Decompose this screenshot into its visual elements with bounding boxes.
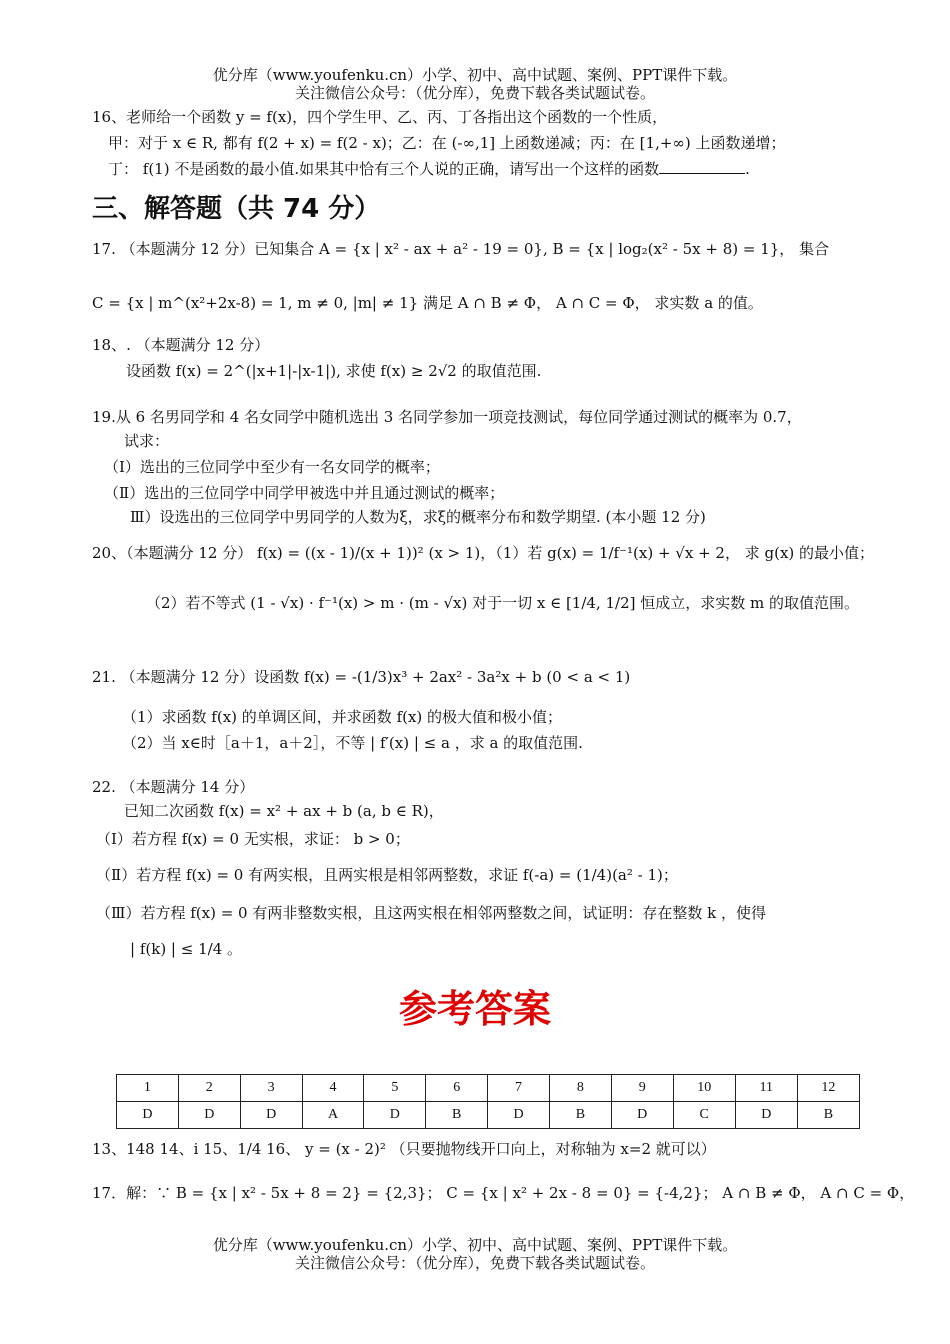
- q18-line-2: 设函数 f(x) = 2^(|x+1|-|x-1|), 求使 f(x) ≥ 2√2 的取值范围.: [126, 362, 542, 380]
- answer-number: 5: [364, 1075, 426, 1102]
- q20-line-2: （2）若不等式 (1 - √x) · f⁻¹(x) > m · (m - √x) 对于一切 x ∈ [1/4, 1/2] 恒成立，求实数 m 的取值范围。: [146, 594, 860, 612]
- q22-line-6: | f(k) | ≤ 1/4 。: [130, 940, 243, 958]
- q20-line-1: 20、（本题满分 12 分） f(x) = ((x - 1)/(x + 1))² (x > 1)，（1）若 g(x) = 1/f⁻¹(x) + √x + 2， 求 g(x) 的最小值；: [92, 544, 875, 562]
- q22-line-1: 22. （本题满分 14 分）: [92, 778, 255, 796]
- answer-number: 12: [797, 1075, 859, 1102]
- q18-line-1: 18、. （本题满分 12 分）: [92, 336, 270, 354]
- q16-line-2: 甲：对于 x ∈ R, 都有 f(2 + x) = f(2 - x)；乙：在 (-∞,1] 上函数递减；丙：在 [1,+∞) 上函数递增；: [108, 134, 786, 152]
- q21-line-3: （2）当 x∈时［a＋1，a＋2］，不等 | f′(x) | ≤ a ，求 a 的取值范围.: [122, 734, 583, 752]
- answer-choice: C: [673, 1102, 735, 1129]
- answer-choice: B: [426, 1102, 488, 1129]
- q16-line-3-end: .: [745, 160, 750, 178]
- answer-title: 参考答案: [398, 987, 551, 1031]
- answer-table-number-row: [117, 1075, 860, 1102]
- answer-choice: A: [302, 1102, 364, 1129]
- answer-number: 3: [240, 1075, 302, 1102]
- q16-line-3-text: 丁： f(1) 不是函数的最小值.如果其中恰有三个人说的正确，请写出一个这样的函数: [108, 160, 660, 178]
- q22-line-2: 已知二次函数 f(x) = x² + ax + b (a, b ∈ R)，: [124, 802, 444, 820]
- answer-choice: B: [797, 1102, 859, 1129]
- q17-line-1: 17. （本题满分 12 分）已知集合 A = {x | x² - ax + a² - 19 = 0}, B = {x | log₂(x² - 5x + 8) = 1}， 集合: [92, 240, 830, 258]
- answer-choice: D: [364, 1102, 426, 1129]
- answer-number: 6: [426, 1075, 488, 1102]
- footer-line-1: 优分库（www.youfenku.cn）小学、初中、高中试题、案例、PPT课件下载。: [212, 1236, 738, 1254]
- answer-number: 9: [611, 1075, 673, 1102]
- answer-choice: D: [488, 1102, 550, 1129]
- fill-answers: 13、148 14、i 15、1/4 16、 y = (x - 2)² （只要抛物线开口向上，对称轴为 x=2 就可以）: [92, 1140, 716, 1158]
- footer-line-2: 关注微信公众号：（优分库），免费下载各类试题试卷。: [294, 1254, 655, 1272]
- q16-line-3: [108, 158, 750, 180]
- answer-choice: D: [178, 1102, 240, 1129]
- q19-line-3: （Ⅰ）选出的三位同学中至少有一名女同学的概率；: [104, 458, 440, 476]
- q21-line-2: （1）求函数 f(x) 的单调区间，并求函数 f(x) 的极大值和极小值；: [122, 708, 563, 726]
- q16-line-1: 16、老师给一个函数 y = f(x)，四个学生甲、乙、丙、丁各指出这个函数的一个性质，: [92, 108, 668, 126]
- answer-number: 10: [673, 1075, 735, 1102]
- q22-line-3: （Ⅰ）若方程 f(x) = 0 无实根，求证： b > 0；: [96, 830, 410, 848]
- answer-choice: D: [117, 1102, 179, 1129]
- answer-number: 2: [178, 1075, 240, 1102]
- q19-line-5: Ⅲ）设选出的三位同学中男同学的人数为ξ，求ξ的概率分布和数学期望. (本小题 12 分): [130, 508, 706, 526]
- answer-choice: B: [549, 1102, 611, 1129]
- q19-line-2: 试求：: [124, 432, 170, 450]
- answer-choice: D: [240, 1102, 302, 1129]
- answer-number: 7: [488, 1075, 550, 1102]
- answer-table: [116, 1074, 860, 1129]
- answer-blank: [659, 159, 745, 174]
- header-line-1: 优分库（www.youfenku.cn）小学、初中、高中试题、案例、PPT课件下载。: [212, 66, 738, 84]
- answer-number: 8: [549, 1075, 611, 1102]
- section-title: 三、解答题（共 74 分）: [92, 194, 381, 224]
- header-line-2: 关注微信公众号：（优分库），免费下载各类试题试卷。: [294, 84, 655, 102]
- answer-number: 11: [735, 1075, 797, 1102]
- answer-number: 4: [302, 1075, 364, 1102]
- answer-table-answer-row: [117, 1102, 860, 1129]
- q17-line-2: C = {x | m^(x²+2x-8) = 1, m ≠ 0, |m| ≠ 1} 满足 A ∩ B ≠ Φ， A ∩ C = Φ， 求实数 a 的值。: [92, 294, 763, 312]
- answer-choice: D: [611, 1102, 673, 1129]
- answer-choice: D: [735, 1102, 797, 1129]
- q22-line-4: （Ⅱ）若方程 f(x) = 0 有两实根，且两实根是相邻两整数，求证 f(-a) = (1/4)(a² - 1)；: [96, 866, 678, 884]
- q21-line-1: 21. （本题满分 12 分）设函数 f(x) = -(1/3)x³ + 2ax² - 3a²x + b (0 < a < 1): [92, 668, 631, 686]
- answer-number: 1: [117, 1075, 179, 1102]
- q19-line-4: （Ⅱ）选出的三位同学中同学甲被选中并且通过测试的概率；: [104, 484, 505, 502]
- solution-17: 17．解：∵ B = {x | x² - 5x + 8 = 2} = {2,3}； C = {x | x² + 2x - 8 = 0} = {-4,2}； A ∩ B ≠ Φ， A ∩ C = Φ，: [92, 1184, 915, 1202]
- q22-line-5: （Ⅲ）若方程 f(x) = 0 有两非整数实根，且这两实根在相邻两整数之间，试证明：存在整数 k ，使得: [96, 904, 766, 922]
- q19-line-1: 19.从 6 名男同学和 4 名女同学中随机选出 3 名同学参加一项竞技测试，每位同学通过测试的概率为 0.7，: [92, 408, 802, 426]
